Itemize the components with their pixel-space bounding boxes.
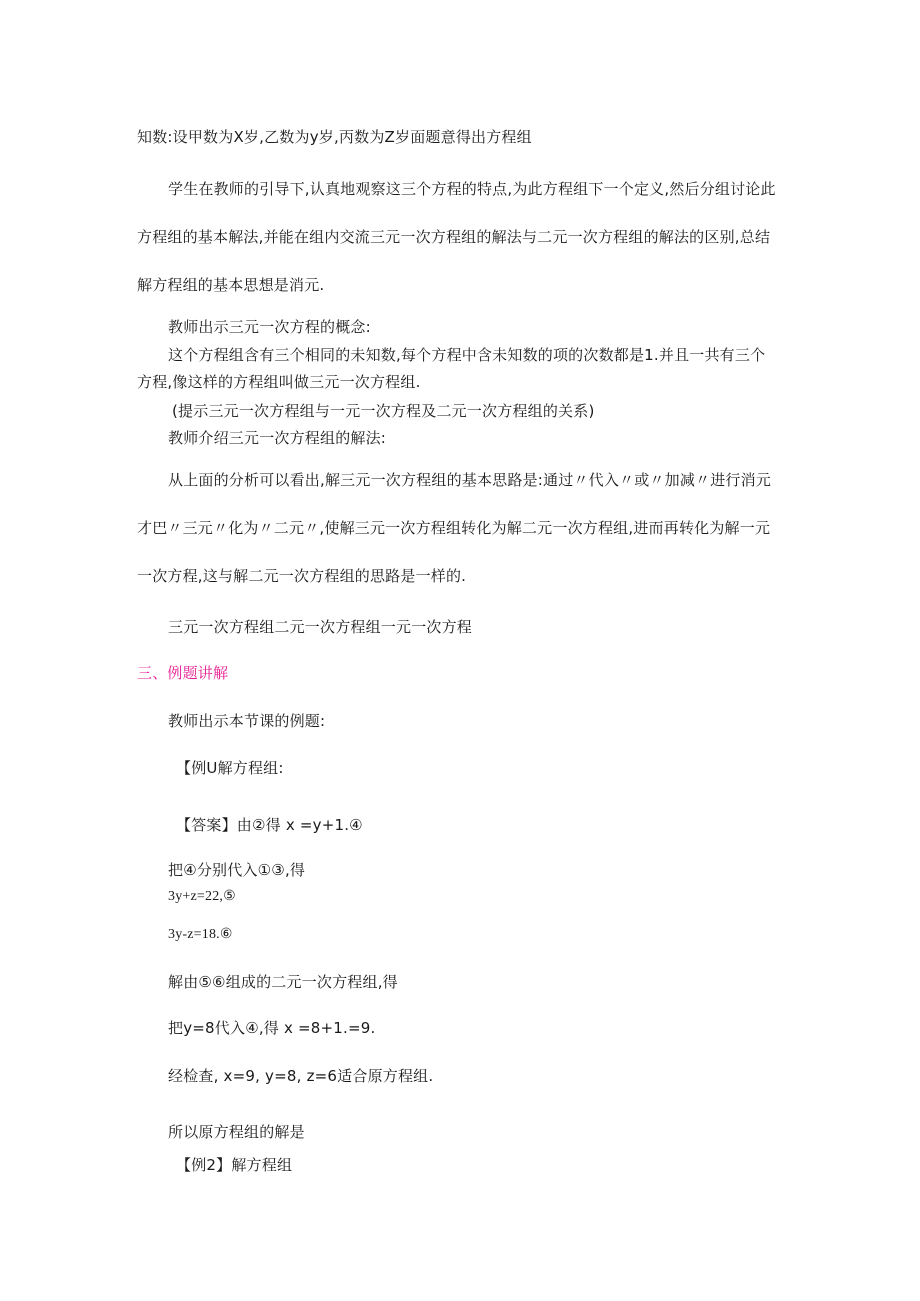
method-paragraph-line: 才巴〃三元〃化为〃二元〃,使解三元一次方程组转化为解二元一次方程组,进而再转化为解一元 xyxy=(137,519,771,537)
example1-title: 【例U解方程组: xyxy=(176,759,284,777)
paragraph-line: 解方程组的基本思想是消元. xyxy=(137,276,325,294)
solve-line: 解由⑤⑥组成的二元一次方程组,得 xyxy=(168,973,398,991)
check-line: 经检查, x=9, y=8, z=6适合原方程组. xyxy=(168,1067,434,1085)
method-paragraph-line: 一次方程,这与解二元一次方程组的思路是一样的. xyxy=(137,567,467,585)
concept-definition-line: 这个方程组含有三个相同的未知数,每个方程中含未知数的项的次数都是1.并且一共有三个 xyxy=(168,346,766,364)
intro-line: 知数:设甲数为X岁,乙数为y岁,丙数为Z岁面题意得出方程组 xyxy=(137,128,532,146)
paragraph-line: 学生在教师的引导下,认真地观察这三个方程的特点,为此方程组下一个定义,然后分组讨论此 xyxy=(168,180,776,198)
method-intro: 教师介绍三元一次方程组的解法: xyxy=(168,429,387,447)
section-heading: 三、例题讲解 xyxy=(137,664,229,682)
example2-title: 【例2】解方程组 xyxy=(176,1156,293,1174)
flow-line: 三元一次方程组二元一次方程组一元一次方程 xyxy=(168,618,473,636)
equation-5: 3y+z=22,⑤ xyxy=(168,889,236,904)
equation-6: 3y-z=18.⑥ xyxy=(168,927,233,942)
example-intro: 教师出示本节课的例题: xyxy=(168,712,326,730)
paragraph-line: 方程组的基本解法,并能在组内交流三元一次方程组的解法与二元一次方程组的解法的区别,总结 xyxy=(137,228,771,246)
conclusion-line: 所以原方程组的解是 xyxy=(168,1123,305,1141)
concept-intro: 教师出示三元一次方程的概念: xyxy=(168,318,371,336)
back-substitute-line: 把y=8代入④,得 x =8+1.=9. xyxy=(168,1019,376,1037)
substitute-line: 把④分别代入①③,得 xyxy=(168,861,306,879)
hint-line: (提示三元一次方程组与一元一次方程及二元一次方程组的关系) xyxy=(172,402,595,420)
method-paragraph-line: 从上面的分析可以看出,解三元一次方程组的基本思路是:通过〃代入〃或〃加减〃进行消元 xyxy=(168,471,772,489)
answer-line: 【答案】由②得 x =y+1.④ xyxy=(176,816,363,834)
concept-definition-line: 方程,像这样的方程组叫做三元一次方程组. xyxy=(137,373,421,391)
